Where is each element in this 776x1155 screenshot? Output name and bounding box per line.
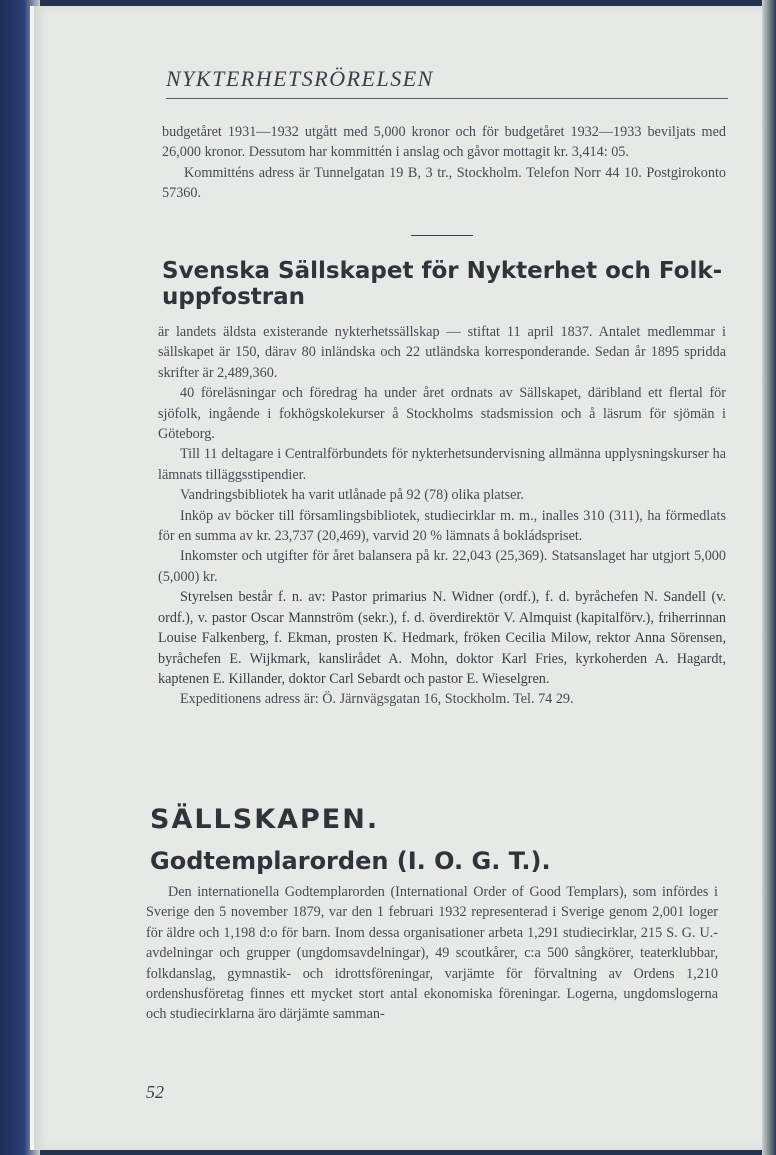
section1-paragraph-2: 40 föreläsningar och föredrag ha under året ordnats av Sällskapet, däribland ett flertal för sjöfolk, ingående i fokhögskolekurser å Stockholms stadsmission och å läsrum för sjömän i Göteborg. (158, 385, 726, 443)
book-right-edge (762, 0, 776, 1155)
section1-paragraph-4: Vandringsbibliotek ha varit utlånade på 92 (78) olika platser. (180, 487, 524, 504)
section1-paragraph-7: Styrelsen består f. n. av: Pastor primarius N. Widner (ordf.), f. d. byråchefen N. Sandell (v. ordf.), v. pastor Oscar Mannström (sekr.), f. d. överdirektör V. Almquist (kapitalförv.), friherrinnan Louise Falkenberg, f. Ekman, prosten K. Hedmark, fröken Cecilia Milow, rektor Anna Sörensen, byråchefen E. Wijkmark, kanslirådet A. Mohn, doktor Karl Fries, kyrkoherden A. Hagardt, kaptenen E. Killander, doktor Carl Sebardt och pastor E. Wieselgren. (158, 589, 726, 687)
intro-paragraph-2: Kommitténs adress är Tunnelgatan 19 B, 3 tr., Stockholm. Telefon Norr 44 10. Postgirokonto 57360. (162, 164, 726, 202)
section1-paragraph-1: är landets äldsta existerande nykterhetssällskap — stiftat 11 april 1837. Antalet medlemmar i sällskapet är 150, därav 80 inländska och 22 utländska korresponderande. Sedan år 1895 spridda skrifter är 2,489,360. (158, 324, 726, 381)
section1-paragraph-6: Inkomster och utgifter för året balansera på kr. 22,043 (25,369). Statsanslaget har utgjort 5,000 (5,000) kr. (158, 548, 726, 585)
section2-title: Godtemplarorden (I. O. G. T.). (150, 847, 551, 875)
page-number: 52 (146, 1082, 164, 1102)
section-divider (411, 235, 473, 236)
section1-title-text: Svenska Sällskapet för Nykterhet och Folk-uppfostran (162, 258, 723, 310)
section2-text (146, 882, 718, 1025)
intro-text (162, 122, 726, 204)
section1-paragraph-5: Inköp av böcker till församlingsbibliotek, studiecirklar m. m., inalles 310 (311), ha förmedlats för en summa av kr. 23,737 (20,469), varvid 20 % lämnats å bokládspriset. (158, 507, 726, 545)
running-header: NYKTERHETSRÖRELSEN (166, 66, 728, 99)
running-header-wrap (126, 66, 728, 99)
section1-paragraph-8: Expeditionens adress är: Ö. Järnvägsgatan 16, Stockholm. Tel. 74 29. (180, 691, 574, 708)
section1-title (162, 258, 730, 310)
section1-paragraph-3: Till 11 deltagare i Centralförbundets för nykterhetsundervisning allmänna upplysningskurser ha lämnats tilläggsstipendier. (158, 446, 726, 483)
section1-text (158, 322, 726, 710)
section-heading: SÄLLSKAPEN. (150, 804, 380, 835)
section2-paragraph-1: Den internationella Godtemplarorden (International Order of Good Templars), som infördes i Sverige den 5 november 1879, var den 1 februari 1932 representerad i Sverige genom 2,001 loger för äldre och 1,198 d:o för barn. Inom dessa organisationer arbeta 1,291 studiecirklar, 215 S. G. U.-avdelningar och grupper (ungdomsavdelningar), 49 scoutkårer, c:a 500 sångkörer, teaterklubbar, folkdanslag, gymnastik- och idrottsföreningar, varjämte för förvaltning av Ordens 1,210 ordenshusföretag finnes ett mycket stort antal ekonomiska föreningar. Logerna, ungdomslogerna och studiecirklarna äro därjämte samman- (146, 884, 718, 1023)
intro-paragraph-1: budgetåret 1931—1932 utgått med 5,000 kronor och för budgetåret 1932—1933 beviljats med 26,000 kronor. Dessutom har kommittén i anslag och gåvor mottagit kr. 3,414: 05. (162, 124, 726, 161)
